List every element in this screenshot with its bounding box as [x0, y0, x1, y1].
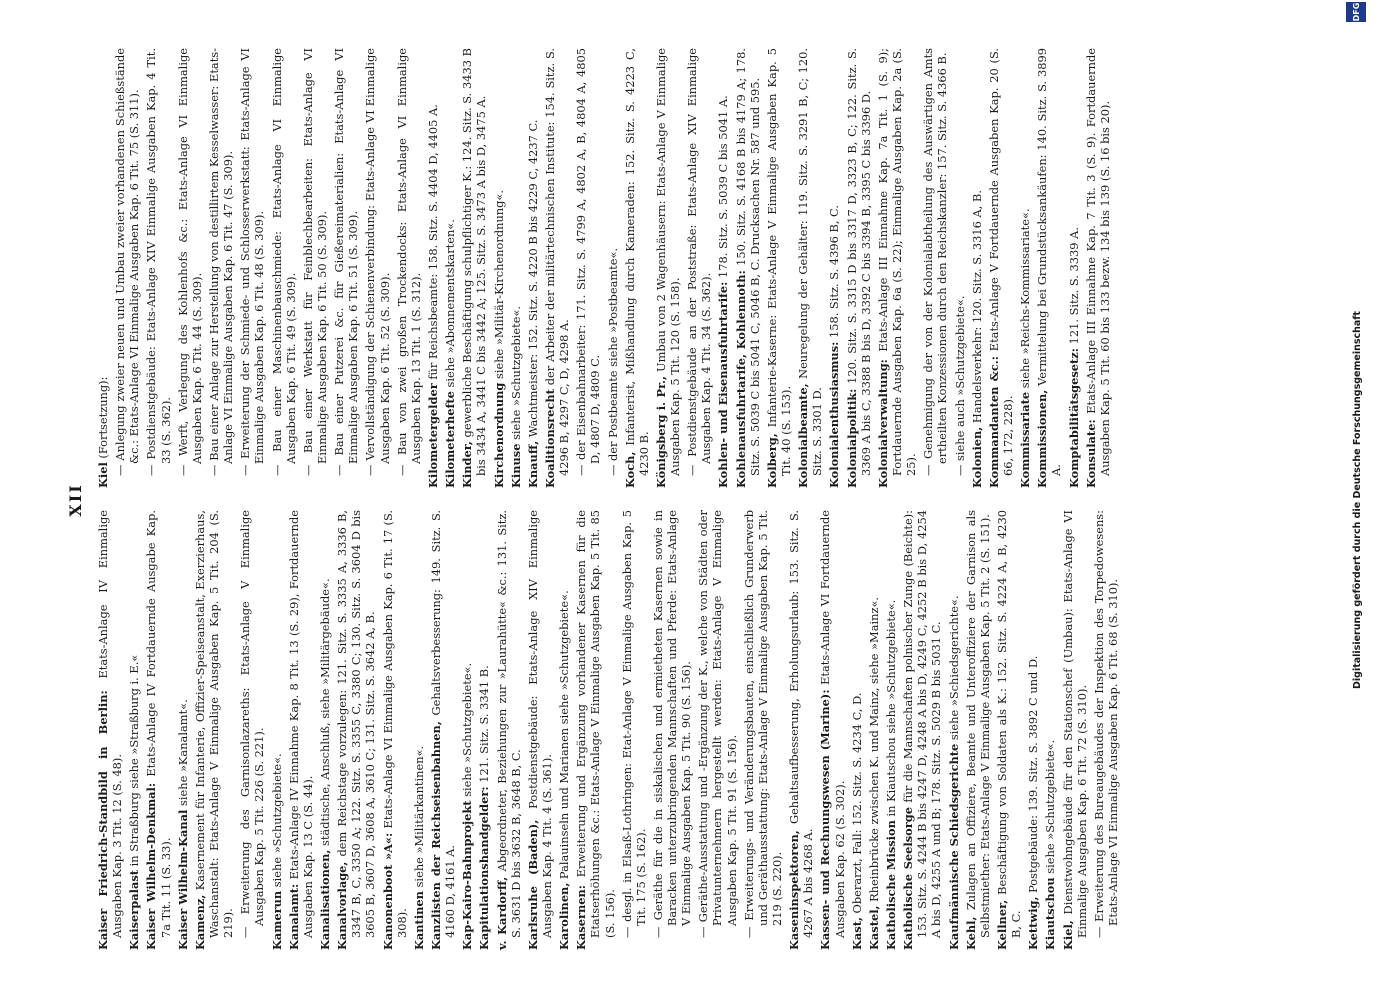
index-keyword: Katholische Seelsorge: [901, 807, 916, 950]
index-entry: [113, 48, 141, 488]
index-reference: Bau einer Maschinenbauschmiede: Etats-Anlage VI Einmalige Ausgaben Kap. 6 Tit. 49 (S. 309).: [269, 48, 298, 464]
index-reference: 178. Sitz. S. 5039 C bis 5041 A.: [716, 95, 731, 282]
index-reference: gewerbliche Beschäftigung schulpflichtiger K.: 124. Sitz. S. 3433 B bis 3434 A, 3441 C bis 3442 A; 125. Sitz. S. 3473 A bis D, 3475 A.: [460, 48, 489, 476]
index-entry: [412, 510, 426, 950]
index-entry: [574, 510, 616, 950]
index-entry: [1043, 510, 1057, 950]
index-entry: [429, 510, 457, 950]
index-entry: [987, 48, 1015, 488]
index-reference: Infanterist, Mißhandlung durch Kameraden: 152. Sitz. S. 4223 C, 4230 B.: [622, 48, 651, 476]
index-keyword: Kirchenordnung: [491, 382, 506, 488]
index-entry: [1067, 48, 1081, 488]
index-keyword: Kettwig,: [1026, 896, 1041, 950]
index-keyword: Kanonenboot »A«:: [380, 832, 395, 950]
index-reference: 150. Sitz. S. 4168 B bis 4179 A; 178. Sitz. S. 5039 C bis 5041 C, 5046 B, C. Drucksachen Nr. 587 und 595.: [733, 47, 762, 476]
index-reference: siehe »Schutzgebiete«.: [508, 305, 523, 444]
index-reference: Bau einer Werkstatt für Feinblechbearbeiten: Etats-Anlage VI Einmalige Ausgaben Kap. 6 Tit. 50 (S. 309).: [300, 48, 329, 464]
index-entry: [332, 48, 360, 488]
index-reference: siehe »Reichs-Kommissariate«.: [1018, 208, 1033, 392]
index-entry: [716, 48, 730, 488]
index-entry: [238, 48, 266, 488]
index-reference: Bau einer Putzerei &c. für Gießereimaterialien: Etats-Anlage VI Einmalige Ausgaben Kap. 6 Tit. 51 (S. 309).: [332, 48, 361, 464]
index-reference: Etats-Anlage III Einnahme Kap. 7 Tit. 3 (S. 9). Fortdauernde Ausgaben Kap. 5 Tit. 60 bis 133 bezw. 134 bis 139 (S. 16 bis 20).: [1083, 48, 1112, 476]
index-reference: siehe »Schutzgebiete«.: [460, 662, 475, 801]
index-entry: [144, 48, 172, 488]
index-entry: [1084, 48, 1112, 488]
index-keyword: Kaiser Wilhelm-Denkmal:: [144, 782, 159, 950]
index-reference: 158. Sitz. S. 4396 B, C.: [827, 205, 842, 342]
index-entry: [495, 510, 523, 950]
index-keyword: Königsberg i. Pr.,: [653, 376, 668, 488]
index-entry: [557, 510, 571, 950]
index-reference: Gehaltsaufbesserung, Erholungsurlaub: 153. Sitz. S. 4267 A bis 4268 A.: [787, 510, 816, 938]
index-entry: [696, 510, 738, 950]
index-keyword: Kiel,: [1060, 920, 1075, 950]
index-keyword: Kassen- und Rechnungswesen (Marine):: [818, 689, 833, 950]
index-entry: [270, 510, 284, 950]
index-reference: Beschäftigung von Soldaten als K.: 152. Sitz. S. 4224 A, B, 4230 B, C.: [995, 510, 1024, 938]
index-reference: 121. Sitz. S. 3339 A.: [1066, 227, 1081, 349]
index-reference: siehe »Schutzgebiete«.: [269, 753, 284, 891]
index-reference: für Reichsbeamte: 158. Sitz. S. 4404 D, 4405 A.: [425, 104, 440, 384]
index-entry: [796, 48, 824, 488]
index-entry: [734, 48, 762, 488]
index-keyword: Knauff,: [525, 440, 540, 488]
index-reference: Etats-Anlage VI Fortdauernde Ausgaben Kap. 62 (S. 302).: [818, 510, 847, 938]
index-reference: siehe »Militär-Kirchenordnung«.: [491, 189, 506, 383]
index-reference: Vermittelung bei Grundstücksankäufen: 140. Sitz. S. 3899 A.: [1035, 48, 1064, 476]
dfg-logo: DFG: [1346, 2, 1366, 22]
index-reference: dem Reichstage vorzulegen: 121. Sitz. S. 3335 A, 3336 B, 3347 B, C, 3350 A; 122. Sitz. S. 3355 C, 3380 C; 130. Sitz. S. 3604 D bis 3605 B, 3607 D, 3608 A, 3610 C; 131. Sitz. S. 3642 A, B.: [335, 510, 378, 938]
index-keyword: Kolonialbeamte,: [796, 383, 811, 488]
index-reference: Bau von zwei großen Trockendocks: Etats-Anlage VI Einmalige Ausgaben Kap. 13 Tit. 1 (S. 312).: [394, 48, 423, 464]
index-reference: Postdienstgebäude: Etats-Anlage XIV Einmalige Ausgaben Kap. 4 Tit. 4 (S. 361).: [525, 509, 554, 938]
index-reference: Abgeordneter, Beziehungen zur »Laurahütte« &c.: 131. Sitz. S. 3631 D bis 3632 B, 3648 B, C.: [494, 510, 523, 938]
index-keyword: Kapitulationshandgelder:: [477, 786, 492, 950]
index-entry: [787, 510, 815, 950]
index-reference: Postdienstgebäude: Etats-Anlage XIV Einmalige Ausgaben Kap. 4 Tit. 33 (S. 362).: [144, 48, 173, 464]
index-keyword: Kaufmännische Schiedsgerichte: [946, 743, 961, 950]
index-entry: [207, 48, 235, 488]
index-reference: Neuregelung der Gehälter: 119. Sitz. S. 3291 B, C; 120. Sitz. S. 3301 D.: [796, 48, 825, 476]
index-reference: Umbau von 2 Wagenhäusern: Etats-Anlage V Einmalige Ausgaben Kap. 5 Tit. 120 (S. 158).: [653, 47, 683, 476]
index-entry: [574, 48, 602, 488]
index-keyword: Kohlenausfuhrtarife, Kohlennoth:: [733, 270, 748, 488]
index-entry: [526, 48, 540, 488]
index-reference: der Postbeamte siehe »Postbeamte«.: [605, 247, 620, 461]
index-reference: (Fortsetzung):: [96, 376, 110, 463]
index-reference: Anlegung zweier neuen und Umbau zweier vorhandenen Schießstände &c.: Etats-Anlage VI Einmalige Ausgaben Kap. 6 Tit. 75 (S. 311).: [113, 48, 142, 464]
index-entry: [921, 48, 949, 488]
index-reference: in Kiautschou siehe »Schutzgebiete«.: [884, 599, 899, 821]
index-entry: [144, 510, 172, 950]
index-entry: [318, 510, 332, 950]
index-entry: [426, 48, 440, 488]
index-entry: [1092, 510, 1120, 950]
index-keyword: Kanalamt:: [286, 883, 301, 950]
index-entry: [395, 48, 423, 488]
index-reference: Erweiterungs- und Veränderungsbauten, einschließlich Grunderwerb und Geräthausstattung: Etats-Anlage V Einmalige Ausgaben Kap. 5 Tit. 219 (S. 220).: [741, 509, 785, 926]
index-reference: Genehmigung der von der Kolonialabtheilung des Auswärtigen Amts ertheilten Konzessionen durch den Reichskanzler: 157. Sitz. S. 4366 B.: [921, 47, 950, 464]
index-reference: 121. Sitz. S. 3341 B.: [477, 665, 492, 787]
index-entry: [901, 510, 943, 950]
index-reference: Etats-Anlage IV Einnahme Kap. 8 Tit. 13 (S. 29), Fortdauernde Ausgaben Kap. 13 C (S. 44).: [286, 510, 315, 938]
right-column: [96, 48, 1115, 488]
index-entry: [443, 48, 457, 488]
index-entry: [127, 510, 141, 950]
index-keyword: Kolberg,: [764, 433, 779, 488]
index-entry: [620, 510, 648, 950]
index-keyword: Kanalisationen,: [317, 849, 332, 950]
index-entry: [606, 48, 620, 488]
index-reference: Oberarzt, Fall: 152. Sitz. S. 4234 C, D.: [849, 692, 864, 918]
index-entry: [381, 510, 409, 950]
index-keyword: Kap-Kairo-Bahnprojekt: [460, 800, 475, 950]
index-keyword: Kaiserpalast: [127, 870, 142, 950]
index-reference: siehe »Schutzgebiete«.: [1043, 739, 1058, 878]
index-entry: [623, 48, 651, 488]
index-reference: Erweiterung und Ergänzung vorhandener Kasernen für die Etatserhöhungen &c.: Etats-Anlage V Einmalige Ausgaben Kap. 5 Tit. 85 (S. 156).: [574, 510, 617, 938]
index-entry: [651, 510, 693, 950]
index-keyword: Kaseninspektoren,: [787, 830, 802, 950]
index-keyword: Konsulate:: [1083, 419, 1098, 488]
index-keyword: Kehl,: [963, 916, 978, 950]
index-entry: [970, 48, 984, 488]
index-keyword: Kaiser Wilhelm-Kanal: [175, 809, 190, 950]
index-entry: [1018, 48, 1032, 488]
index-reference: Handelsverkehr: 120. Sitz. S. 3316 A, B.: [969, 190, 984, 427]
index-keyword: Kamenz,: [192, 894, 207, 950]
index-reference: Palauinseln und Marianen siehe »Schutzgebiete«.: [557, 590, 572, 883]
index-reference: der Eisenbahnarbeiter: 171. Sitz. S. 4799 A, 4802 A, B, 4804 A, 4805 D, 4807 D, 4809 C.: [574, 48, 603, 464]
index-entry: [492, 48, 506, 488]
index-entry: [96, 48, 110, 488]
index-reference: Erweiterung der Schmiede- und Schlosserwerkstatt: Etats-Anlage VI Einmalige Ausgaben Kap. 6 Tit. 48 (S. 309).: [238, 48, 267, 464]
index-keyword: Karolinen,: [557, 882, 572, 950]
index-keyword: Kasernen:: [574, 885, 589, 950]
index-reference: Rheinbrücke zwischen K. und Mainz, siehe »Mainz«.: [866, 596, 881, 906]
index-entry: [742, 510, 784, 950]
index-entry: [867, 510, 881, 950]
index-reference: Etats-Anlage VI Einmalige Ausgaben Kap. 6 Tit. 17 (S. 308).: [380, 509, 409, 938]
left-column: [96, 510, 1123, 950]
index-reference: Geräthe für die in siskalischen und ermietheten Kasernen sowie in Baracken unterzubringenden Mannschaften und Pferde: Etats-Anlage V Einmalige Ausgaben Kap. 5 Tit. 90 (S. 156).: [650, 509, 694, 926]
index-keyword: Kolonialpolitik:: [844, 388, 859, 488]
index-keyword: v. Kardorff,: [494, 876, 509, 950]
index-keyword: Kilometergelder: [425, 383, 440, 488]
index-keyword: Karlsruhe (Baden),: [525, 819, 540, 950]
index-keyword: Komptabilitätsgesetz:: [1066, 348, 1081, 488]
index-keyword: Kellner,: [995, 899, 1010, 950]
index-keyword: Koalitionsrecht: [542, 389, 557, 488]
index-reference: in Straßburg siehe »Straßburg i. E.«: [127, 654, 142, 870]
index-entry: [96, 510, 124, 950]
index-entry: [335, 510, 377, 950]
index-reference: Werft, Verlegung des Kohlenhofs &c.: Etats-Anlage VI Einmalige Ausgaben Kap. 6 Tit. 44 (S. 309).: [175, 48, 204, 464]
index-reference: siehe »Abonnementskarten«.: [443, 219, 458, 392]
index-reference: Infanterie-Kaserne: Etats-Anlage V Einmalige Ausgaben Kap. 5 Tit. 40 (S. 153).: [764, 48, 794, 476]
index-keyword: Kommandanten &c.:: [986, 356, 1001, 488]
index-entry: [270, 48, 298, 488]
index-entry: [526, 510, 554, 950]
index-entry: [654, 48, 682, 488]
digitization-credit: Digitalisierung gefördert durch die Deutsche Forschungsgemeinschaft: [1352, 311, 1363, 689]
index-entry: [477, 510, 491, 950]
index-entry: [850, 510, 864, 950]
index-entry: [287, 510, 315, 950]
index-reference: Postdienstgebäude an der Poststraße: Etats-Anlage XIV Einmalige Ausgaben Kap. 4 Tit. 34 (S. 362).: [685, 48, 714, 464]
index-entry: [460, 48, 488, 488]
index-entry: [845, 48, 873, 488]
index-keyword: Kolonialverwaltung:: [875, 359, 890, 488]
index-entry: [827, 48, 841, 488]
index-entry: [818, 510, 846, 950]
index-reference: der Arbeiter der militärtechnischen Institute: 154. Sitz. S. 4296 B, 4297 C, D, 4298 A.: [542, 48, 572, 476]
index-entry: [543, 48, 571, 488]
index-entry: [176, 510, 190, 950]
index-keyword: Kastel,: [866, 905, 881, 950]
index-keyword: Kolonialenthusiasmus:: [827, 341, 842, 488]
index-keyword: Kohlen- und Eisenausfuhrtarife:: [716, 281, 731, 488]
index-entry: [1061, 510, 1089, 950]
index-reference: Gehaltsverbesserung: 149. Sitz. S. 4160 D, 4161 A.: [428, 509, 458, 938]
index-keyword: Kolonien,: [969, 426, 984, 488]
index-reference: Geräthe-Ausstattung und -Ergänzung der K., welche von Städten oder Privatunternehmern hergestellt werden: Etats-Anlage V Einmalige Ausgaben Kap. 5 Tit. 91 (S. 156).: [696, 510, 739, 926]
index-entry: [509, 48, 523, 488]
index-keyword: Kiel: [96, 462, 110, 488]
index-reference: Postgebäude: 139. Sitz. S. 3892 C und D.: [1026, 655, 1041, 897]
index-reference: Etats-Anlage IV Fortdauernde Ausgabe Kap. 7a Tit. 11 (S. 33).: [144, 510, 173, 938]
index-keyword: Kinder,: [460, 441, 475, 488]
index-reference: siehe »Kanalamt«.: [175, 699, 190, 810]
index-keyword: Kaiser Friedrich-Standbild in Berlin:: [96, 690, 110, 950]
index-reference: Bau einer Anlage zur Herstellung von destillirtem Kesselwasser: Etats-Anlage VI Einmalige Ausgaben Kap. 6 Tit. 47 (S. 309).: [206, 48, 236, 464]
index-reference: Kasernement für Infanterie, Offizier-Speiseanstalt, Exerzierhaus, Waschanstalt: Etats-Anlage V Einmalige Ausgaben Kap. 5 Tit. 204 (S. 219).: [192, 510, 236, 938]
index-entry: [301, 48, 329, 488]
index-entry: [176, 48, 204, 488]
index-entry: [765, 48, 793, 488]
index-reference: Etats-Anlage III Einnahme Kap. 7a Tit. 1 (S. 9); Fortdauernde Ausgaben Kap. 6a (S. 22); Einmalige Ausgaben Kap. 2a (S. 25).: [875, 48, 919, 476]
index-reference: Etats-Anlage V Fortdauernde Ausgaben Kap. 20 (S. 66, 172, 228).: [986, 48, 1016, 476]
index-reference: Erweiterung des Garnisonlazareths: Etats-Anlage V Einmalige Ausgaben Kap. 5 Tit. 226 (S. 221).: [238, 510, 267, 926]
index-entry: [947, 510, 961, 950]
index-keyword: Kinuse: [508, 443, 523, 488]
index-reference: Etats-Anlage IV Einmalige Ausgaben Kap. 3 Tit. 12 (S. 48).: [96, 510, 125, 938]
index-reference: für die Mannschaften polnischer Zunge (Beichte): 153. Sitz. S. 4244 B bis 4247 D, 4248 A bis D, 4249 C, 4252 B bis D, 4254 A bis D, 4255 A und B; 178. Sitz. S. 5029 B bis 5031 C.: [901, 510, 944, 938]
index-keyword: Kanzlisten der Reichseisenbahnen,: [428, 721, 443, 950]
index-reference: 120. Sitz. S. 3315 D bis 3317 D, 3323 B, C; 122. Sitz. S. 3369 A bis C, 3388 B bis D, 3392 C bis 3394 B, 3395 C bis 3396 D.: [844, 48, 873, 476]
index-entry: [1026, 510, 1040, 950]
index-reference: Vervollständigung der Schienenverbindung: Etats-Anlage VI Einmalige Ausgaben Kap. 6 Tit. 52 (S. 309).: [363, 47, 392, 464]
index-reference: Zulagen an Offiziere, Beamte und Unteroffiziere der Garnison als Selbstmiether: Etats-Anlage V Einmalige Ausgaben Kap. 5 Tit. 2 (S. 151).: [963, 510, 992, 938]
index-entry: [953, 48, 967, 488]
index-reference: siehe »Militärkantinen«.: [411, 745, 426, 892]
index-entry: [685, 48, 713, 488]
index-reference: Erweiterung des Bureaugebäudes der Inspektion des Torpedowesens: Etats-Anlage VI Einmalige Ausgaben Kap. 6 Tit. 68 (S. 310).: [1091, 510, 1120, 926]
index-keyword: Kanalvorlage,: [335, 861, 350, 950]
index-keyword: Kamerun: [269, 890, 284, 950]
index-reference: siehe »Schiedsgerichte«.: [946, 595, 961, 744]
index-keyword: Katholische Mission: [884, 820, 899, 950]
index-entry: [238, 510, 266, 950]
page-number: XII: [66, 483, 85, 517]
index-keyword: Kast,: [849, 917, 864, 950]
index-entry: [995, 510, 1023, 950]
index-keyword: Kiautschou: [1043, 877, 1058, 950]
index-keyword: Kommissionen,: [1035, 389, 1050, 488]
index-entry: [1035, 48, 1063, 488]
index-reference: siehe auch »Schutzgebiete«.: [952, 295, 967, 461]
index-keyword: Koch,: [622, 451, 637, 488]
index-keyword: Kilometerhefte: [443, 391, 458, 488]
index-entry: [884, 510, 898, 950]
index-entry: [876, 48, 918, 488]
index-entry: [363, 48, 391, 488]
index-entry: [193, 510, 235, 950]
index-keyword: Kommissariate: [1018, 391, 1033, 488]
index-reference: desgl. in Elsaß-Lothringen: Etat-Anlage V Einmalige Ausgaben Kap. 5 Tit. 175 (S. 162).: [619, 510, 648, 926]
index-entry: [964, 510, 992, 950]
index-keyword: Kantinen: [411, 891, 426, 950]
index-reference: Wachtmeister: 152. Sitz. S. 4220 B bis 4229 C, 4237 C.: [525, 119, 540, 441]
index-entry: [460, 510, 474, 950]
index-reference: städtische, Anschluß, siehe »Militärgebäude«.: [317, 578, 332, 850]
index-reference: Dienstwohngebäude für den Stationschef (Umbau): Etats-Anlage VI Einmalige Ausgaben Kap. 6 Tit. 72 (S. 310).: [1060, 510, 1089, 938]
